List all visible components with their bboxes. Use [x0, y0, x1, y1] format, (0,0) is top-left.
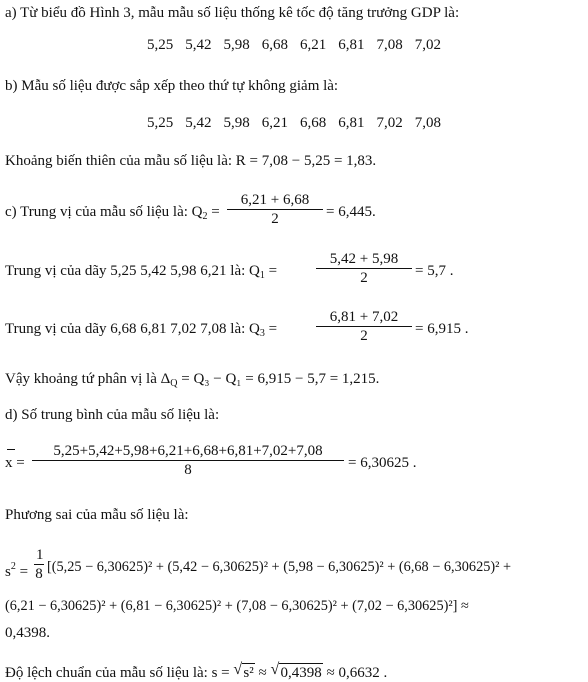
sorted-data-value: 5,98 — [223, 115, 250, 131]
mean-numerator: 5,25+5,42+5,98+6,21+6,68+6,81+7,02+7,08 — [32, 442, 344, 461]
part-c-text: c) Trung vị của mẫu số liệu là: $Q_2$ = — [5, 204, 220, 222]
sqrt-s2: √ s² — [233, 661, 254, 681]
sorted-data-value: 7,02 — [376, 115, 403, 131]
sorted-data-value: 5,42 — [185, 115, 212, 131]
raw-data-value: 5,98 — [223, 37, 250, 53]
variance-line-1: [(5,25 − 6,30625)² + (5,42 − 6,30625)² + (5,98 − 6,30625)² + (6,68 − 6,30625)² + — [47, 559, 512, 575]
variance-frac-den: 8 — [35, 566, 43, 582]
raw-data-value: 7,02 — [414, 37, 441, 53]
iqr-line: Vậy khoảng tứ phân vị là $\Delta_Q = Q_3 - Q_1 = 6,915 - 5,7 = 1,215$. — [5, 371, 380, 389]
q3-fraction — [316, 308, 412, 345]
q2-denominator: 2 — [271, 211, 279, 227]
raw-data-value: 6,68 — [261, 37, 288, 53]
sorted-data-value: 6,21 — [261, 115, 288, 131]
q3-text: Trung vị của dãy 6,68 6,81 7,02 7,08 là: $Q_3$ = — [5, 321, 278, 339]
sorted-data-list — [0, 115, 588, 132]
range-line: Khoảng biến thiên của mẫu số liệu là: R = 7,08 − 5,25 = 1,83. — [5, 153, 377, 169]
q1-fraction — [316, 250, 412, 287]
sorted-data-value: 6,68 — [300, 115, 327, 131]
q3-numerator: 6,81 + 7,02 — [316, 308, 412, 327]
variance-line-2: (6,21 − 6,30625)² + (6,81 − 6,30625)² + (7,08 − 6,30625)² + (7,02 − 6,30625)²] ≈ — [5, 598, 469, 614]
raw-data-value: 5,25 — [147, 37, 174, 53]
q1-text: Trung vị của dãy 5,25 5,42 5,98 6,21 là: $Q_1$ = — [5, 263, 278, 281]
variance-lhs: $s^2$ = — [5, 561, 29, 580]
sorted-data-value: 6,81 — [338, 115, 365, 131]
part-b-text: b) Mẫu số liệu được sắp xếp theo thứ tự không giảm là: — [5, 78, 339, 94]
mean-symbol: x = — [5, 454, 25, 472]
q2-numerator: 6,21 + 6,68 — [227, 191, 323, 210]
sqrt-variance: √ 0,4398 — [270, 661, 322, 681]
raw-data-list — [0, 37, 588, 54]
raw-data-value: 5,42 — [185, 37, 212, 53]
part-a-text: a) Từ biểu đồ Hình 3, mẫu mẫu số liệu thống kê tốc độ tăng trưởng GDP là: — [5, 5, 460, 21]
raw-data-value: 6,21 — [300, 37, 327, 53]
q2-fraction — [227, 191, 323, 228]
variance-line-3: 0,4398. — [5, 625, 50, 641]
mean-result: = 6,30625 . — [348, 455, 417, 471]
part-d-text: d) Số trung bình của mẫu số liệu là: — [5, 407, 220, 423]
q3-result: = 6,915 . — [415, 321, 469, 337]
std-line: Độ lệch chuẩn của mẫu số liệu là: s = √ s² ≈ √ 0,4398 ≈ 0,6632 . — [5, 661, 388, 681]
q1-result: = 5,7 . — [415, 263, 454, 279]
variance-fraction — [34, 546, 44, 583]
raw-data-value: 7,08 — [376, 37, 403, 53]
q1-denominator: 2 — [360, 270, 368, 286]
variance-frac-num: 1 — [36, 547, 44, 563]
sorted-data-value: 5,25 — [147, 115, 174, 131]
mean-denominator: 8 — [184, 462, 192, 478]
variance-intro: Phương sai của mẫu số liệu là: — [5, 507, 189, 523]
q3-denominator: 2 — [360, 328, 368, 344]
raw-data-value: 6,81 — [338, 37, 365, 53]
mean-fraction — [32, 442, 344, 479]
sorted-data-value: 7,08 — [414, 115, 441, 131]
q1-numerator: 5,42 + 5,98 — [316, 250, 412, 269]
q2-result: = 6,445. — [326, 204, 376, 220]
